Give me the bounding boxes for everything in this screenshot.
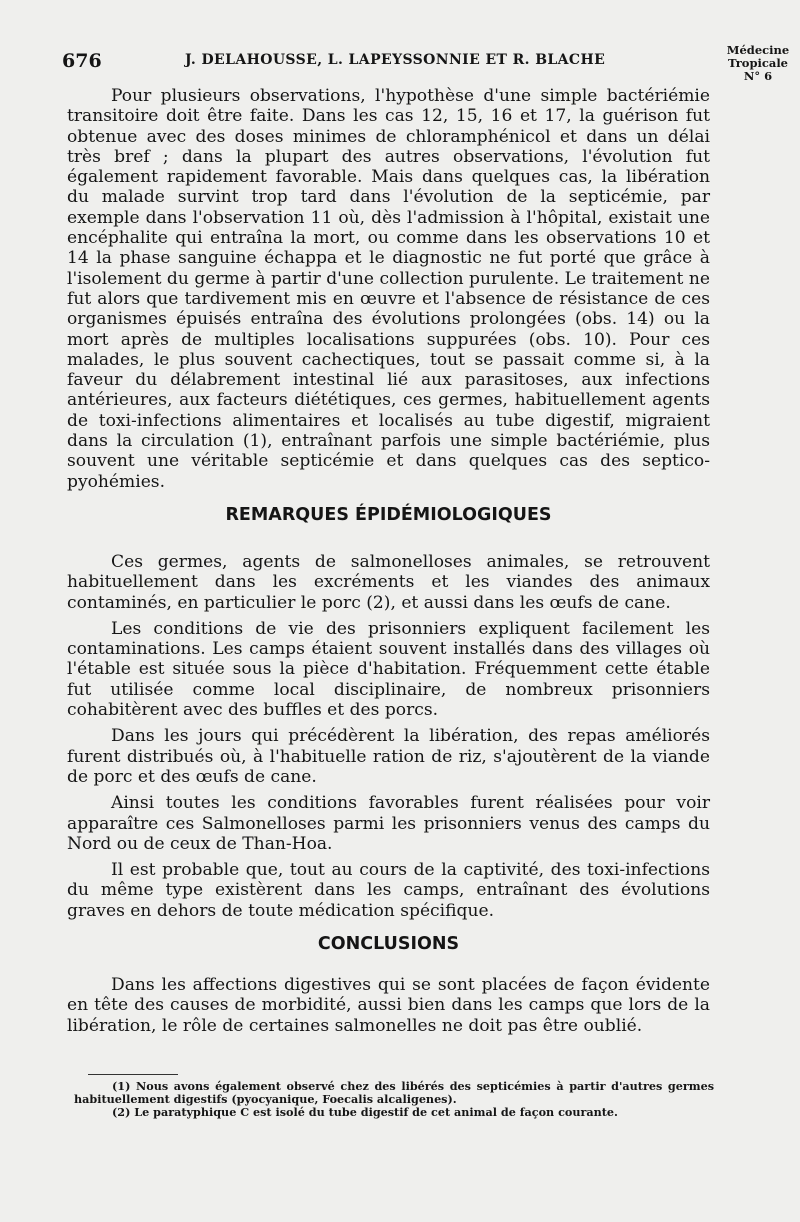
paragraph: Ainsi toutes les conditions favorables furent réalisées pour voir apparaître ces Salmonelloses parmi les prisonniers venus des camps du Nord ou de ceux de Than-Hoa. bbox=[67, 793, 710, 854]
footnote-2: (2) Le paratyphique C est isolé du tube digestif de cet animal de façon courante. bbox=[112, 1105, 618, 1119]
journal-name-line-2: Tropicale bbox=[728, 56, 788, 70]
footnotes bbox=[74, 1080, 714, 1119]
journal-badge bbox=[720, 44, 796, 83]
intro-text-block bbox=[67, 86, 710, 492]
footnote-1: (1) Nous avons également observé chez des libérés des septicémies à partir d'autres germes habituellement digestifs (pyocyanique, Foecalis alcaligenes). bbox=[74, 1079, 714, 1106]
footnote-divider bbox=[88, 1074, 178, 1075]
paragraph: Dans les jours qui précédèrent la libération, des repas améliorés furent distribués où, à l'habituelle ration de riz, s'ajoutèrent de la viande de porc et des œufs de cane. bbox=[67, 726, 710, 787]
paragraph: Ces germes, agents de salmonelloses animales, se retrouvent habituellement dans les excréments et les viandes des animaux contaminés, en particulier le porc (2), et aussi dans les œufs de cane. bbox=[67, 552, 710, 613]
journal-issue: N° 6 bbox=[743, 69, 773, 83]
section-heading-epidemiology: REMARQUES ÉPIDÉMIOLOGIQUES bbox=[225, 505, 552, 525]
paragraph: Il est probable que, tout au cours de la captivité, des toxi-infections du même type existèrent dans les camps, entraînant des évolutions graves en dehors de toute médication spécifique. bbox=[67, 860, 710, 921]
epidemiology-text-block bbox=[67, 552, 710, 927]
section-heading-conclusions: CONCLUSIONS bbox=[317, 934, 460, 954]
paragraph: Les conditions de vie des prisonniers expliquent facilement les contaminations. Les camps étaient souvent installés dans des villages où l'étable est située sous la pièce d'habitation. Fréquemment cette étable fut utilisée comme local disciplinaire, de nombreux prisonniers cohabitèrent avec des buffles et des porcs. bbox=[67, 618, 710, 721]
running-head-authors: J. DELAHOUSSE, L. LAPEYSSONNIE ET R. BLACHE bbox=[185, 52, 606, 68]
conclusion-paragraph: Dans les affections digestives qui se sont placées de façon évidente en tête des causes de morbidité, aussi bien dans les camps que lors de la libération, le rôle de certaines salmonelles ne doit pas être oublié. bbox=[67, 975, 710, 1036]
journal-name-line-1: Médecine bbox=[726, 43, 790, 57]
intro-paragraph: Pour plusieurs observations, l'hypothèse d'une simple bactériémie transitoire doit être faite. Dans les cas 12, 15, 16 et 17, la guérison fut obtenue avec des doses minimes de chloramphénicol et dans un délai très bref ; dans la plupart des autres observations, l'évolution fut également rapidement favorable. Mais dans quelques cas, la libération du malade survint trop tard dans l'évolution de la septicémie, par exemple dans l'observation 11 où, dès l'admission à l'hôpital, existait une encéphalite qui entraîna la mort, ou comme dans les observations 10 et 14 la phase sanguine échappa et le diagnostic ne fut porté que grâce à l'isolement du germe à partir d'une collection purulente. Le traitement ne fut alors que tardivement mis en œuvre et l'absence de résistance de ces organismes épuisés entraîna des évolutions prolongées (obs. 14) ou la mort après de multiples localisations suppurées (obs. 10). Pour ces malades, le plus souvent cachectiques, tout se passait comme si, à la faveur du délabrement intestinal lié aux parasitoses, aux infections antérieures, aux facteurs diététiques, ces germes, habituellement agents de toxi-infections alimentaires et localisés au tube digestif, migraient dans la circulation (1), entraînant parfois une simple bactériémie, plus souvent une véritable septicémie et dans quelques cas des septico-pyohémies. bbox=[67, 86, 710, 492]
conclusions-text-block bbox=[67, 975, 710, 1036]
page-number: 676 bbox=[62, 50, 102, 72]
